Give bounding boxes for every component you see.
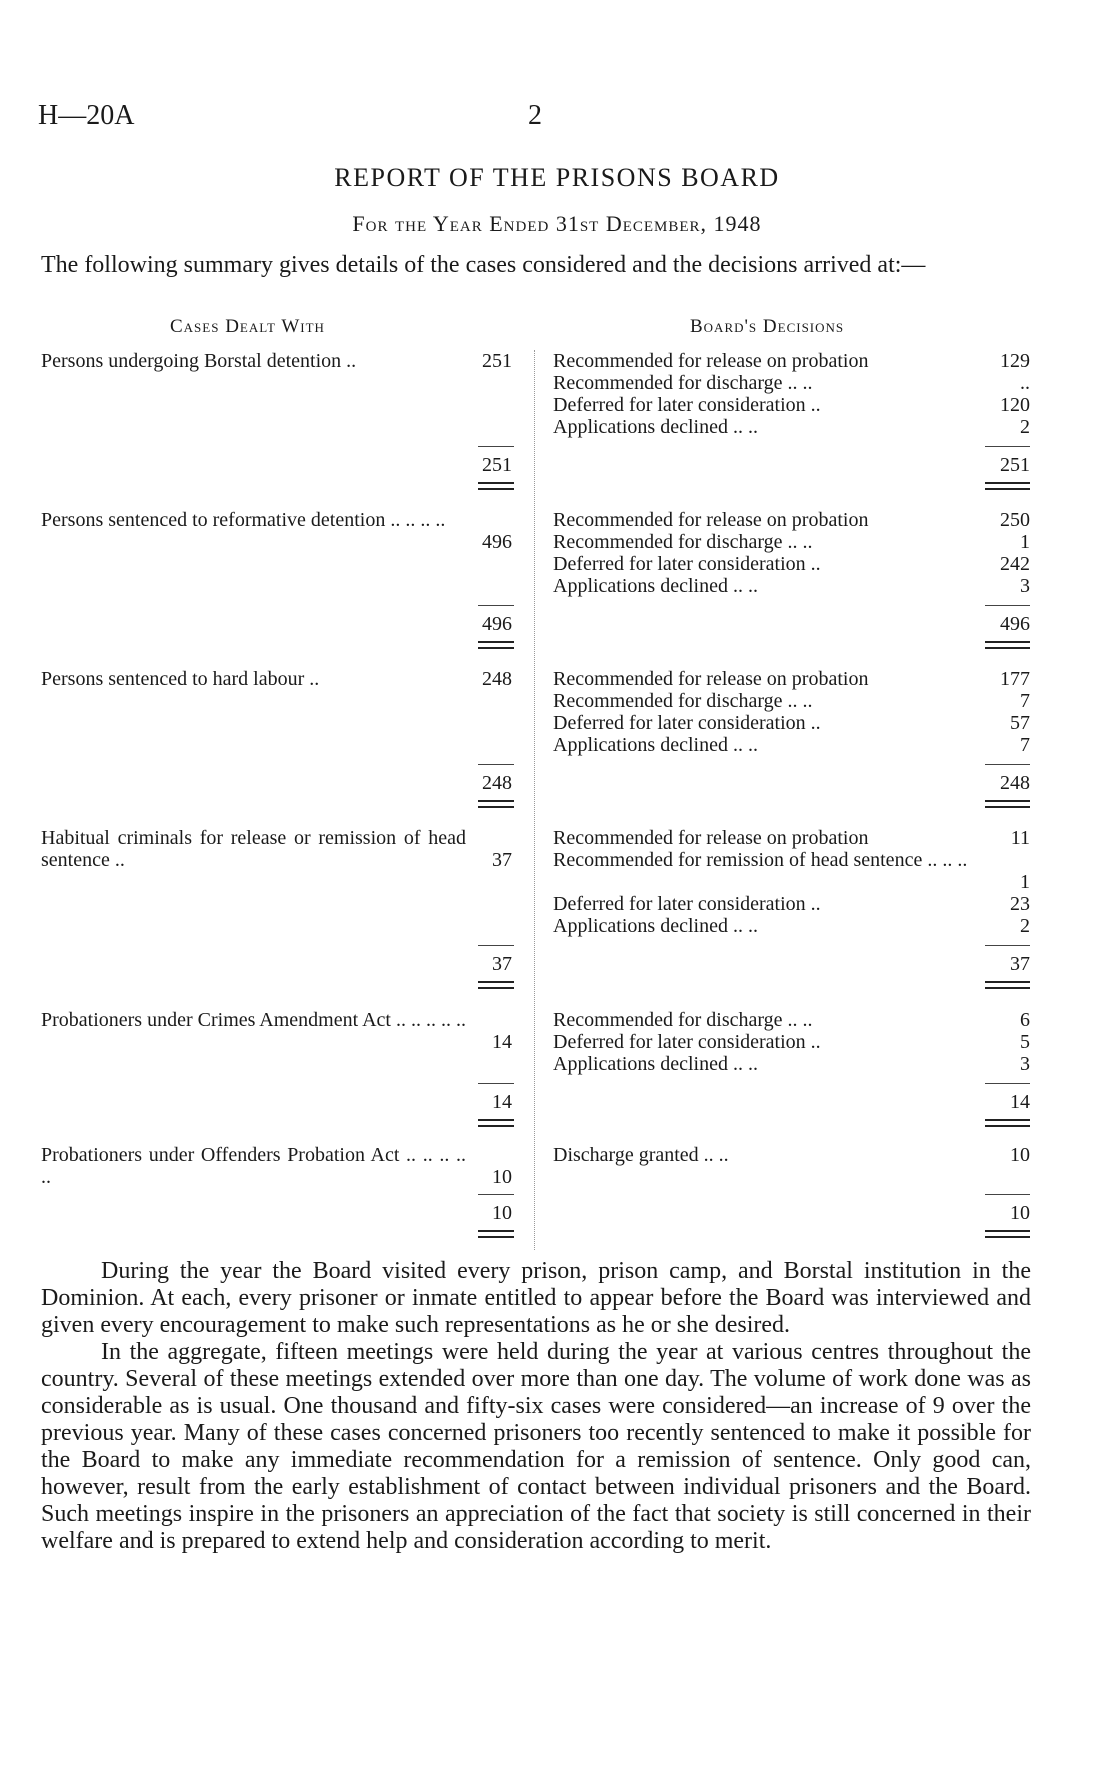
document-reference: H—20A [38, 100, 135, 131]
decision-text: Discharge granted .. .. [553, 1144, 729, 1166]
decision-value: 1 [1020, 531, 1030, 553]
decision-value: 23 [1010, 893, 1030, 915]
decision-value: 11 [1010, 827, 1030, 849]
case-label: Persons sentenced to hard labour .. [41, 668, 320, 690]
decision-list [553, 1144, 973, 1166]
case-label: Probationers under Offenders Probation Act .. .. .. .. .. [41, 1144, 466, 1188]
decision-text: Deferred for later consideration .. [553, 712, 821, 734]
decision-row [553, 553, 973, 575]
decision-total: 251 [1000, 454, 1030, 476]
page-number: 2 [528, 100, 542, 131]
case-count: 248 [482, 668, 512, 690]
total-double-rule [985, 1119, 1030, 1127]
total-double-rule [985, 800, 1030, 808]
decision-row [553, 509, 973, 531]
decision-row [553, 1144, 973, 1166]
decision-text: Applications declined .. .. [553, 1053, 758, 1075]
decision-value: 5 [1020, 1031, 1030, 1053]
subtotal-rule [478, 945, 514, 946]
decision-total: 10 [1010, 1202, 1030, 1224]
decision-value: 1 [1020, 871, 1030, 893]
subtotal-rule [478, 764, 514, 765]
decision-text: Recommended for discharge .. .. [553, 372, 813, 394]
case-count: 251 [482, 350, 512, 372]
total-double-rule [478, 800, 514, 808]
case-count: 496 [482, 531, 512, 553]
column-heading-decisions: Board's Decisions [690, 316, 845, 337]
decision-row [553, 1053, 973, 1075]
decision-row [553, 416, 973, 438]
decision-row [553, 575, 973, 597]
paragraph: During the year the Board visited every prison, prison camp, and Borstal institution in the Dominion. At each, every prisoner or inmate entitled to appear before the Board was interviewed and given every encouragement to make such representations as he or she desired. [41, 1258, 1031, 1338]
case-total: 14 [492, 1091, 512, 1113]
total-double-rule [478, 1230, 514, 1238]
decision-total: 496 [1000, 613, 1030, 635]
total-double-rule [478, 1119, 514, 1127]
total-double-rule [478, 981, 514, 989]
decision-value: 3 [1020, 1053, 1030, 1075]
decision-text: Recommended for discharge .. .. [553, 690, 813, 712]
report-subtitle: For the Year Ended 31st December, 1948 [352, 211, 762, 236]
decision-row [553, 827, 973, 849]
case-label: Habitual criminals for release or remission of head sentence .. [41, 827, 466, 871]
intro-paragraph: The following summary gives details of the cases considered and the decisions arrived at:— [41, 252, 926, 278]
decision-value: .. [1020, 372, 1030, 394]
case-total: 10 [492, 1202, 512, 1224]
decision-total: 14 [1010, 1091, 1030, 1113]
total-double-rule [985, 981, 1030, 989]
subtotal-rule [478, 1083, 514, 1084]
body-text [41, 1258, 1031, 1555]
decision-text: Deferred for later consideration .. [553, 893, 821, 915]
subtotal-rule [985, 605, 1030, 606]
decision-text: Deferred for later consideration .. [553, 394, 821, 416]
case-label: Persons sentenced to reformative detention .. .. .. .. [41, 509, 446, 531]
decision-text: Recommended for release on probation [553, 668, 869, 690]
decision-row [553, 849, 973, 893]
decision-value: 177 [1000, 668, 1030, 690]
decision-row [553, 893, 973, 915]
decision-value: 2 [1020, 915, 1030, 937]
decision-text: Deferred for later consideration .. [553, 553, 821, 575]
decision-text: Recommended for release on probation [553, 350, 869, 372]
page-header [38, 100, 1028, 140]
decision-text: Recommended for discharge .. .. [553, 1009, 813, 1031]
case-count: 10 [492, 1166, 512, 1188]
decision-text: Recommended for discharge .. .. [553, 531, 813, 553]
case-label: Persons undergoing Borstal detention .. [41, 350, 357, 372]
decision-row [553, 372, 973, 394]
decision-row [553, 915, 973, 937]
decision-row [553, 1031, 973, 1053]
total-double-rule [985, 641, 1030, 649]
decision-text: Applications declined .. .. [553, 915, 758, 937]
decision-value: 6 [1020, 1009, 1030, 1031]
case-total: 251 [482, 454, 512, 476]
decision-value: 120 [1000, 394, 1030, 416]
decision-value: 129 [1000, 350, 1030, 372]
report-title: REPORT OF THE PRISONS BOARD [334, 163, 780, 192]
decision-row [553, 712, 973, 734]
decision-total: 37 [1010, 953, 1030, 975]
decision-value: 7 [1020, 734, 1030, 756]
decision-text: Recommended for release on probation [553, 827, 869, 849]
subtotal-rule [478, 1194, 514, 1195]
decision-value: 3 [1020, 575, 1030, 597]
decision-value: 2 [1020, 416, 1030, 438]
decision-text: Recommended for remission of head sentence .. .. .. [553, 849, 968, 871]
total-double-rule [478, 482, 514, 490]
decision-row [553, 350, 973, 372]
decision-value: 250 [1000, 509, 1030, 531]
decision-value: 57 [1010, 712, 1030, 734]
decision-row [553, 690, 973, 712]
decision-text: Applications declined .. .. [553, 575, 758, 597]
decision-value: 7 [1020, 690, 1030, 712]
total-double-rule [985, 1230, 1030, 1238]
column-divider [534, 350, 535, 1250]
decision-list [553, 668, 973, 756]
decision-text: Deferred for later consideration .. [553, 1031, 821, 1053]
subtotal-rule [985, 764, 1030, 765]
case-count: 14 [492, 1031, 512, 1053]
decision-list [553, 350, 973, 438]
case-label: Probationers under Crimes Amendment Act .. .. .. .. .. [41, 1009, 466, 1031]
case-total: 37 [492, 953, 512, 975]
decision-row [553, 394, 973, 416]
decision-text: Recommended for release on probation [553, 509, 869, 531]
decision-text: Applications declined .. .. [553, 416, 758, 438]
column-heading-cases: Cases Dealt With [170, 316, 325, 337]
decision-text: Applications declined .. .. [553, 734, 758, 756]
decision-value: 242 [1000, 553, 1030, 575]
subtotal-rule [985, 446, 1030, 447]
decision-value: 10 [1010, 1144, 1030, 1166]
decision-row [553, 734, 973, 756]
subtotal-rule [985, 1083, 1030, 1084]
decision-row [553, 668, 973, 690]
total-double-rule [478, 641, 514, 649]
subtotal-rule [478, 605, 514, 606]
case-count: 37 [492, 849, 512, 871]
decision-total: 248 [1000, 772, 1030, 794]
subtotal-rule [985, 945, 1030, 946]
decision-list [553, 509, 973, 597]
subtotal-rule [985, 1194, 1030, 1195]
decision-list [553, 1009, 973, 1075]
case-total: 496 [482, 613, 512, 635]
paragraph: In the aggregate, fifteen meetings were held during the year at various centres throughout the country. Several of these meetings extended over more than one day. The volume of work done was as considerable as is usual. One thousand and fifty-six cases were considered—an increase of 9 over the previous year. Many of these cases concerned prisoners too recently sentenced to make it possible for the Board to make any immediate recommendation for a remission of sentence. Only good can, however, result from the early establishment of contact between individual prisoners and the Board. Such meetings inspire in the prisoners an appreciation of the fact that society is still concerned in their welfare and is prepared to extend help and consideration according to merit. [41, 1339, 1031, 1554]
case-total: 248 [482, 772, 512, 794]
total-double-rule [985, 482, 1030, 490]
decision-row [553, 531, 973, 553]
decision-row [553, 1009, 973, 1031]
decision-list [553, 827, 973, 937]
subtotal-rule [478, 446, 514, 447]
